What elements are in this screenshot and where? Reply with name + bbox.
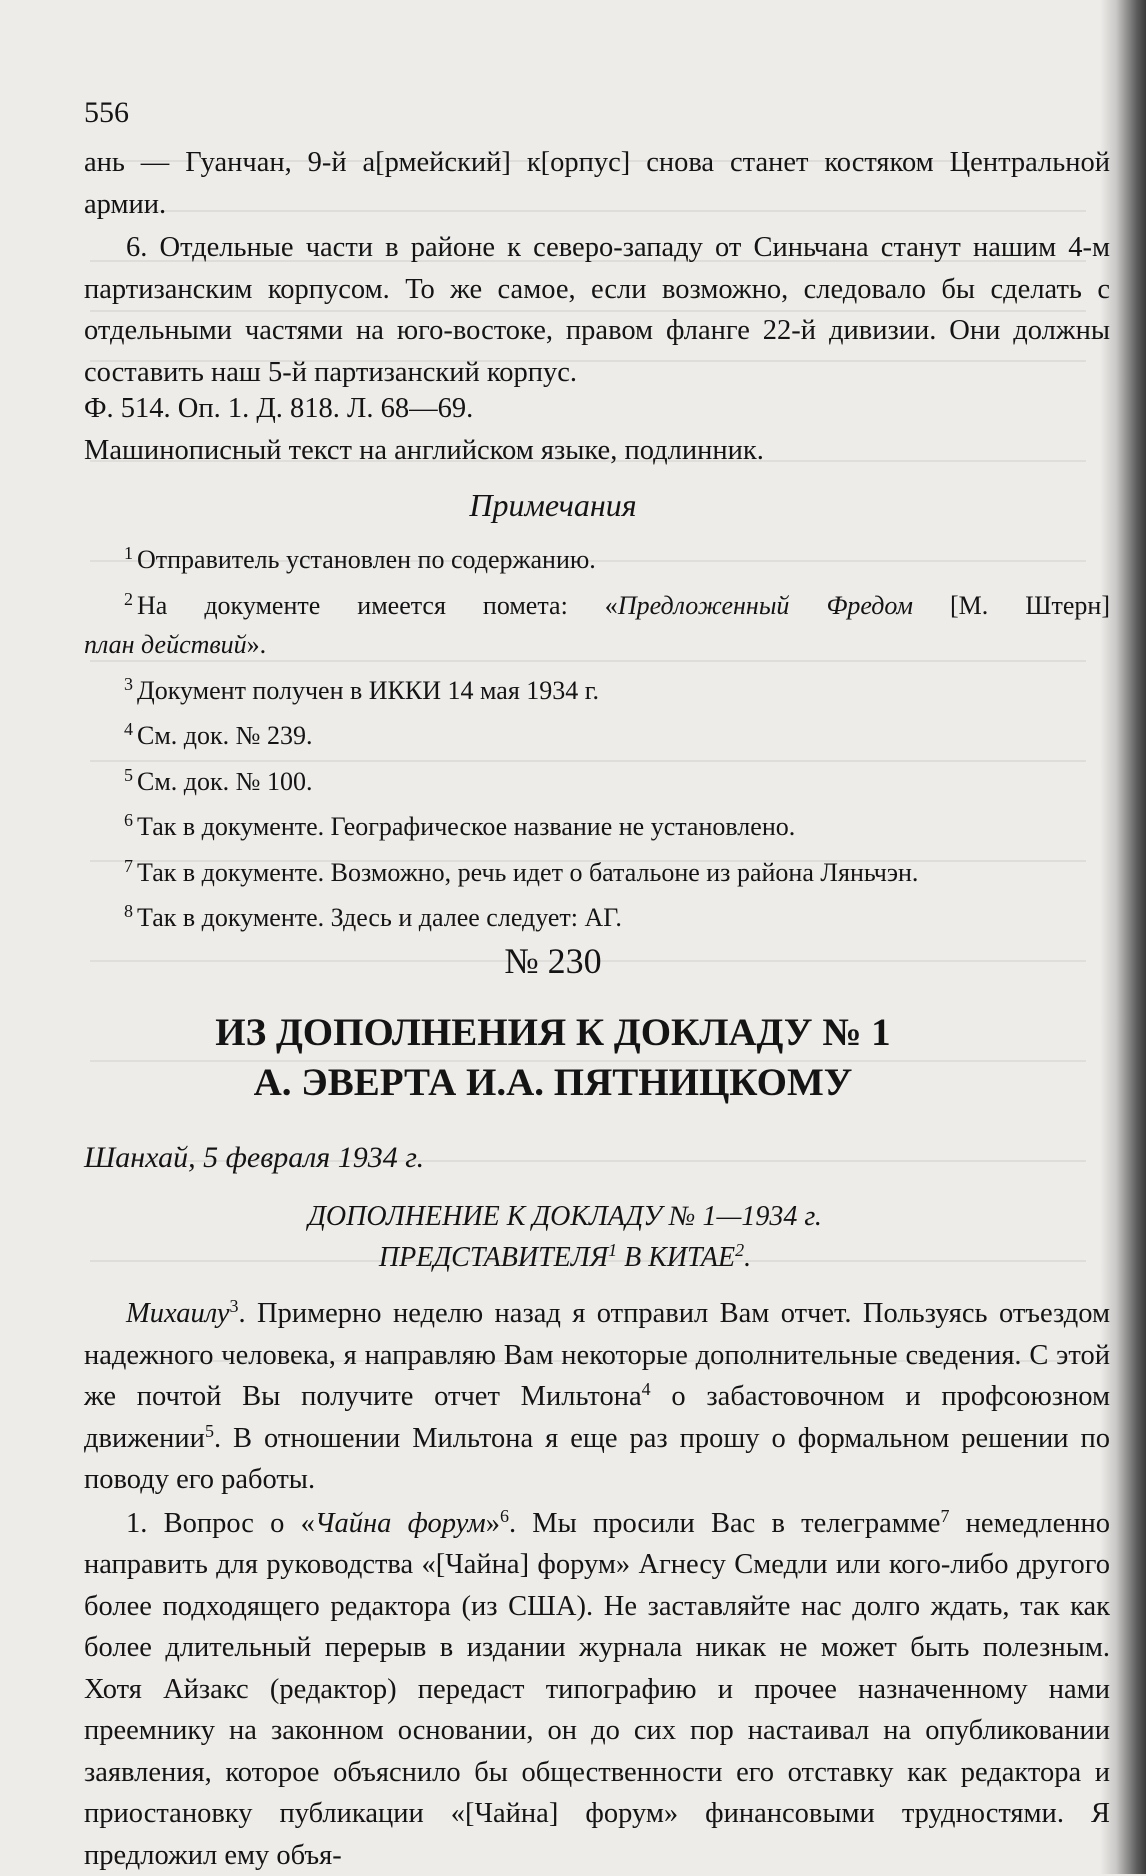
note-5: $^5$ См. док. № 100. <box>84 756 1110 802</box>
top-text-block <box>84 142 1110 393</box>
paragraph-addressee: Михаилу$^3$. Примерно неделю назад я отправил Вам отчет. Пользуясь отъездом надежного человека, я направляю Вам некоторые дополнительные сведения. С этой же почтой Вы получите отчет Мильтона$^4$ о забастовочном и профсоюзном движении$^5$. В отношении Мильтона я еще раз прошу о формальном решении по поводу его работы. <box>84 1293 1110 1501</box>
note-7: $^7$ Так в документе. Возможно, речь идет о батальоне из района Ляньчэн. <box>84 847 1110 893</box>
note-6: $^6$ Так в документе. Географическое название не установлено. <box>84 801 1110 847</box>
subtitle-line-1: ДОПОЛНЕНИЕ К ДОКЛАДУ № 1—1934 г. <box>0 1196 1130 1237</box>
main-text <box>84 1293 1110 1876</box>
note-1: $^1$ Отправитель установлен по содержанию. <box>84 534 1110 580</box>
archive-reference: Ф. 514. Оп. 1. Д. 818. Л. 68—69. <box>84 388 1110 430</box>
note-2-continuation: план действий». <box>84 625 1110 665</box>
paragraph-china-forum: 1. Вопрос о «Чайна форум»$^6$. Мы просили Вас в телеграмме$^7$ немедленно направить для руководства «[Чайна] форум» Агнесу Смедли или кого-либо другого более подходящего редактора (из США). Не заставляйте нас долго ждать, так как более длительный перерыв в издании журнала никак не может быть полезным. Хотя Айзакс (редактор) передаст типографию и прочее назначенному нами преемнику на законном основании, он до сих пор настаивал на опубликовании заявления, которое объяснило бы общественности его отставку как редактора и приостановку публикации «[Чайна] форум» финансовыми трудностями. Я предложил ему объя- <box>84 1503 1110 1876</box>
document-title-line-1: ИЗ ДОПОЛНЕНИЯ К ДОКЛАДУ № 1 <box>0 1008 1106 1058</box>
document-number: № 230 <box>0 940 1106 982</box>
source-description: Машинописный текст на английском языке, подлинник. <box>84 430 1110 472</box>
paragraph-continuation: ань — Гуанчан, 9-й а[рмейский] к[орпус] снова станет костяком Центральной армии. <box>84 142 1110 225</box>
paragraph-6: 6. Отдельные части в районе к северо-западу от Синьчана станут нашим 4-м партизанским корпусом. То же самое, если возможно, следовало бы сделать с отдельными частями на юго-востоке, правом фланге 22-й дивизии. Они должны составить наш 5-й партизанский корпус. <box>84 227 1110 393</box>
place-date: Шанхай, 5 февраля 1934 г. <box>84 1141 424 1175</box>
subtitle-line-2: ПРЕДСТАВИТЕЛЯ$^1$ В КИТАЕ$^2$. <box>0 1237 1130 1278</box>
note-3: $^3$ Документ получен в ИККИ 14 мая 1934 г. <box>84 665 1110 711</box>
note-4: $^4$ См. док. № 239. <box>84 710 1110 756</box>
notes-list <box>84 534 1110 938</box>
notes-heading: Примечания <box>0 487 1106 524</box>
source-reference-block <box>84 388 1110 472</box>
document-title-line-2: А. ЭВЕРТА И.А. ПЯТНИЦКОМУ <box>0 1058 1106 1108</box>
document-title <box>0 1008 1106 1108</box>
note-8: $^8$ Так в документе. Здесь и далее следует: АГ. <box>84 892 1110 938</box>
page-number: 556 <box>84 96 129 130</box>
note-2: $^2$ На документе имеется помета: «Предложенный Фредом [М. Штерн] <box>84 580 1110 626</box>
document-subtitle <box>0 1196 1130 1278</box>
